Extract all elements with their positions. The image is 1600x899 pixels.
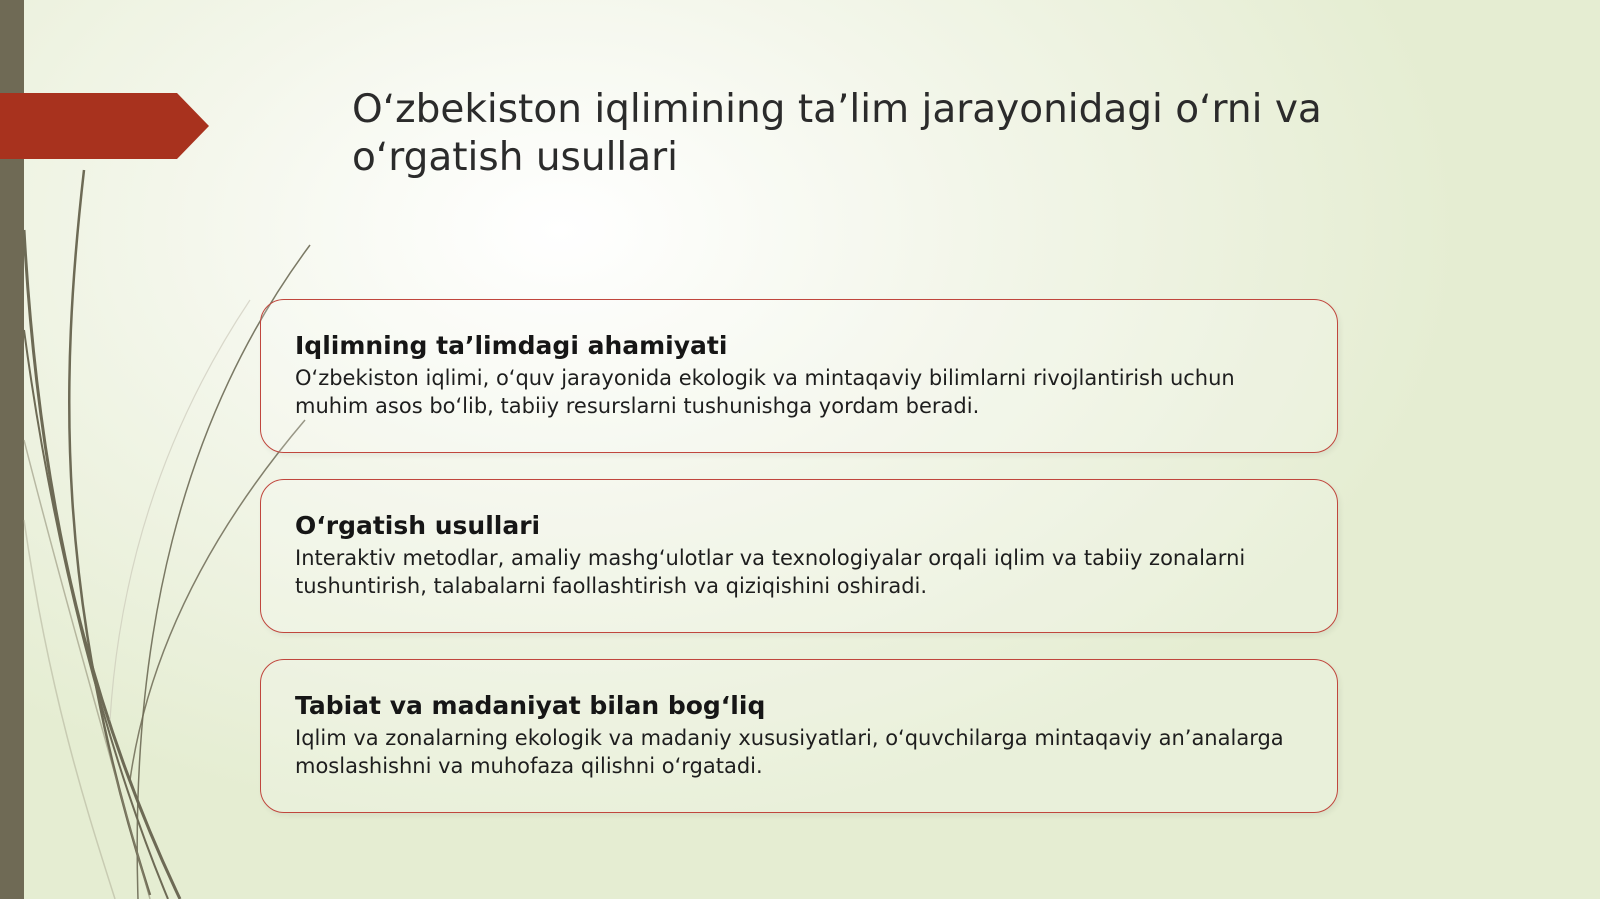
card-climate-importance [260,299,1338,453]
card-text: Interaktiv metodlar, amaliy mashg‘ulotlar va texnologiyalar orqali iqlim va tabiiy zonalarni tushuntirish, talabalarni faollashtirish va qiziqishini oshiradi. [295,546,1246,598]
red-arrow-banner [0,93,209,159]
card-heading: Iqlimning ta’limdagi ahamiyati [295,331,728,360]
card-heading: Tabiat va madaniyat bilan bog‘liq [295,691,766,720]
slide-title: O‘zbekiston iqlimining ta’lim jarayonidagi o‘rni va o‘rgatish usullari [352,87,1322,180]
card-teaching-methods [260,479,1338,633]
card-text: Iqlim va zonalarning ekologik va madaniy xususiyatlari, o‘quvchilarga mintaqaviy an’analarga moslashishni va muhofaza qilishni o‘rgatadi. [295,726,1284,778]
card-heading: O‘rgatish usullari [295,511,541,540]
card-text: O‘zbekiston iqlimi, o‘quv jarayonida ekologik va mintaqaviy bilimlarni rivojlantirish uchun muhim asos bo‘lib, tabiiy resurslarni tushunishga yordam beradi. [295,366,1235,418]
card-nature-culture [260,659,1338,813]
